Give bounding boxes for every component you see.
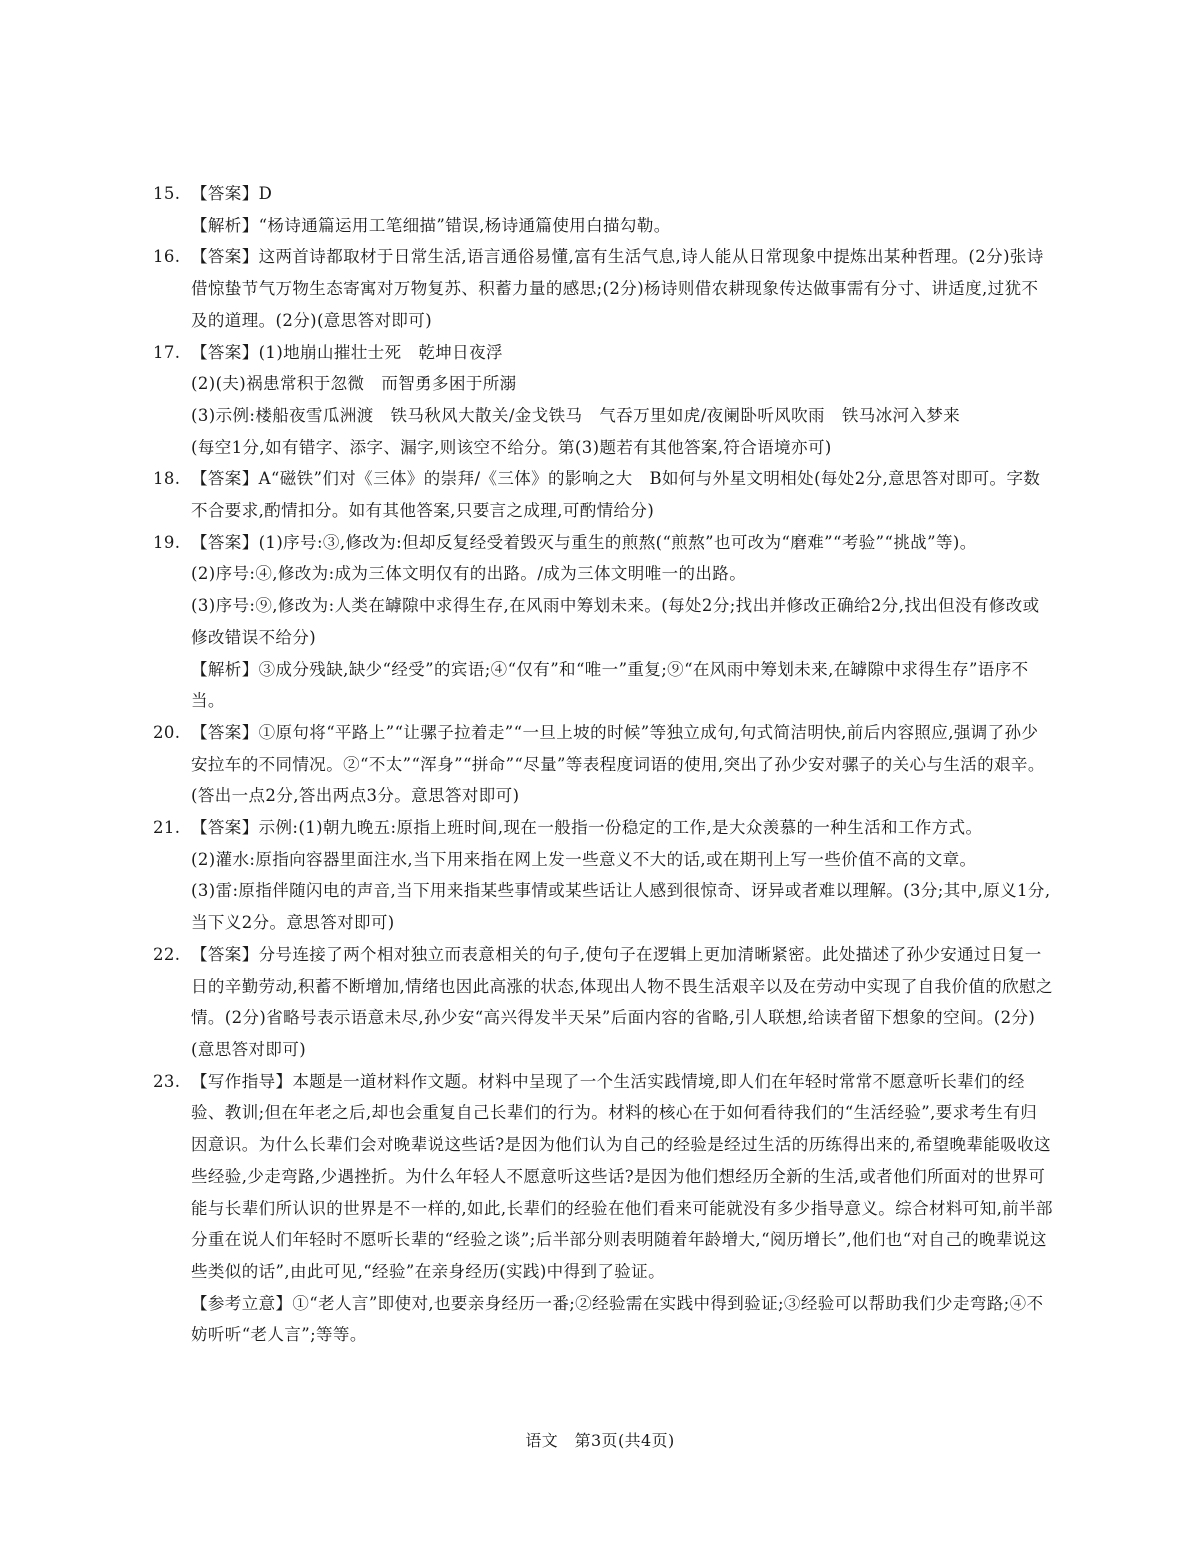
- answer-item-22: [153, 939, 1053, 1066]
- page-footer: 语文 第3页(共4页): [525, 1431, 675, 1450]
- item-number: 19.: [153, 532, 181, 552]
- answer-item-15: [153, 178, 1053, 241]
- answer-line: 18. 【答案】A“磁铁”们对《三体》的崇拜/《三体》的影响之大 B如何与外星文明相处(每处2分,意思答对即可。字数不合要求,酌情扣分。如有其他答案,只要言之成理,可酌情给分): [153, 463, 1053, 526]
- answer-line: 22. 【答案】分号连接了两个相对独立而表意相关的句子,使句子在逻辑上更加清晰紧密。此处描述了孙少安通过日复一日的辛勤劳动,积蓄不断增加,情绪也因此高涨的状态,体现出人物不畏生活艰辛以及在劳动中实现了自我价值的欣慰之情。(2分)省略号表示语意未尽,孙少安“高兴得发半天呆”后面内容的省略,引人联想,给读者留下想象的空间。(2分)(意思答对即可): [153, 939, 1053, 1066]
- item-number: 23.: [153, 1071, 181, 1091]
- answer-item-18: [153, 463, 1053, 526]
- answer-line: 16. 【答案】这两首诗都取材于日常生活,语言通俗易懂,富有生活气息,诗人能从日常现象中提炼出某种哲理。(2分)张诗借惊蛰节气万物生态寄寓对万物复苏、积蓄力量的感思;(2分)杨诗则借农耕现象传达做事需有分寸、讲适度,过犹不及的道理。(2分)(意思答对即可): [153, 241, 1053, 336]
- answer-subline: (3)雷:原指伴随闪电的声音,当下用来指某些事情或某些话让人感到很惊奇、讶异或者难以理解。(3分;其中,原义1分,当下义2分。意思答对即可): [191, 881, 1051, 933]
- answer-line: 17. 【答案】(1)地崩山摧壮士死 乾坤日夜浮: [153, 337, 1053, 369]
- answer-item-20: [153, 717, 1053, 812]
- answer-subline: (3)序号:⑨,修改为:人类在罅隙中求得生存,在风雨中筹划未来。(每处2分;找出并修改正确给2分,找出但没有修改或修改错误不给分): [191, 596, 1040, 647]
- reference-theme-line: 【参考立意】①“老人言”即使对,也要亲身经历一番;②经验需在实践中得到验证;③经验可以帮助我们少走弯路;④不妨听听“老人言”;等等。: [191, 1293, 1044, 1345]
- answer-line: 19. 【答案】(1)序号:③,修改为:但却反复经受着毁灭与重生的煎熬(“煎熬”也可改为“磨难”“考验”“挑战”等)。: [153, 527, 1053, 559]
- item-number: 16.: [153, 247, 181, 267]
- analysis-line: 【解析】“杨诗通篇运用工笔细描”错误,杨诗通篇使用白描勾勒。: [191, 215, 671, 235]
- answer-item-19: [153, 527, 1053, 717]
- answer-item-23: [153, 1066, 1053, 1351]
- answer-subline: (2)序号:④,修改为:成为三体文明仅有的出路。/成为三体文明唯一的出路。: [191, 564, 747, 584]
- answer-subline: (2)(夫)祸患常积于忽微 而智勇多困于所溺: [191, 374, 517, 394]
- answer-subline: (2)灌水:原指向容器里面注水,当下用来指在网上发一些意义不大的话,或在期刊上写一些价值不高的文章。: [191, 849, 977, 869]
- item-number: 22.: [153, 944, 181, 964]
- item-number: 21.: [153, 818, 181, 838]
- answer-line: 15. 【答案】D: [153, 178, 1053, 210]
- analysis-line: 【解析】③成分残缺,缺少“经受”的宾语;④“仅有”和“唯一”重复;⑨“在风雨中筹划未来,在罅隙中求得生存”语序不当。: [191, 659, 1029, 711]
- answer-line: 23. 【写作指导】本题是一道材料作文题。材料中呈现了一个生活实践情境,即人们在年轻时常常不愿意听长辈们的经验、教训;但在年老之后,却也会重复自己长辈们的行为。材料的核心在于如何看待我们的“生活经验”,要求考生有归因意识。为什么长辈们会对晚辈说这些话?是因为他们认为自己的经验是经过生活的历练得出来的,希望晚辈能吸收这些经验,少走弯路,少遇挫折。为什么年轻人不愿意听这些话?是因为他们想经历全新的生活,或者他们所面对的世界可能与长辈们所认识的世界是不一样的,如此,长辈们的经验在他们看来可能就没有多少指导意义。综合材料可知,前半部分重在说人们年轻时不愿听长辈的“经验之谈”;后半部分则表明随着年龄增大,“阅历增长”,他们也“对自己的晚辈说这些类似的话”,由此可见,“经验”在亲身经历(实践)中得到了验证。: [153, 1066, 1053, 1288]
- answer-item-17: [153, 337, 1053, 464]
- item-number: 15.: [153, 184, 181, 203]
- answer-subline: (3)示例:楼船夜雪瓜洲渡 铁马秋风大散关/金戈铁马 气吞万里如虎/夜阑卧听风吹雨 铁马冰河入梦来: [191, 405, 961, 425]
- answer-line: 20. 【答案】①原句将“平路上”“让骡子拉着走”“一旦上坡的时候”等独立成句,句式简洁明快,前后内容照应,强调了孙少安拉车的不同情况。②“不太”“浑身”“拼命”“尽量”等表程度词语的使用,突出了孙少安对骡子的关心与生活的艰辛。(答出一点2分,答出两点3分。意思答对即可): [153, 717, 1053, 812]
- scoring-note: (每空1分,如有错字、添字、漏字,则该空不给分。第(3)题若有其他答案,符合语境亦可): [191, 437, 832, 457]
- answer-list: [153, 178, 1053, 1351]
- item-number: 18.: [153, 469, 181, 489]
- answer-item-16: [153, 241, 1053, 336]
- answer-line: 21. 【答案】示例:(1)朝九晚五:原指上班时间,现在一般指一份稳定的工作,是大众羡慕的一种生活和工作方式。: [153, 812, 1053, 844]
- answer-item-21: [153, 812, 1053, 939]
- item-number: 20.: [153, 722, 181, 742]
- item-number: 17.: [153, 342, 181, 362]
